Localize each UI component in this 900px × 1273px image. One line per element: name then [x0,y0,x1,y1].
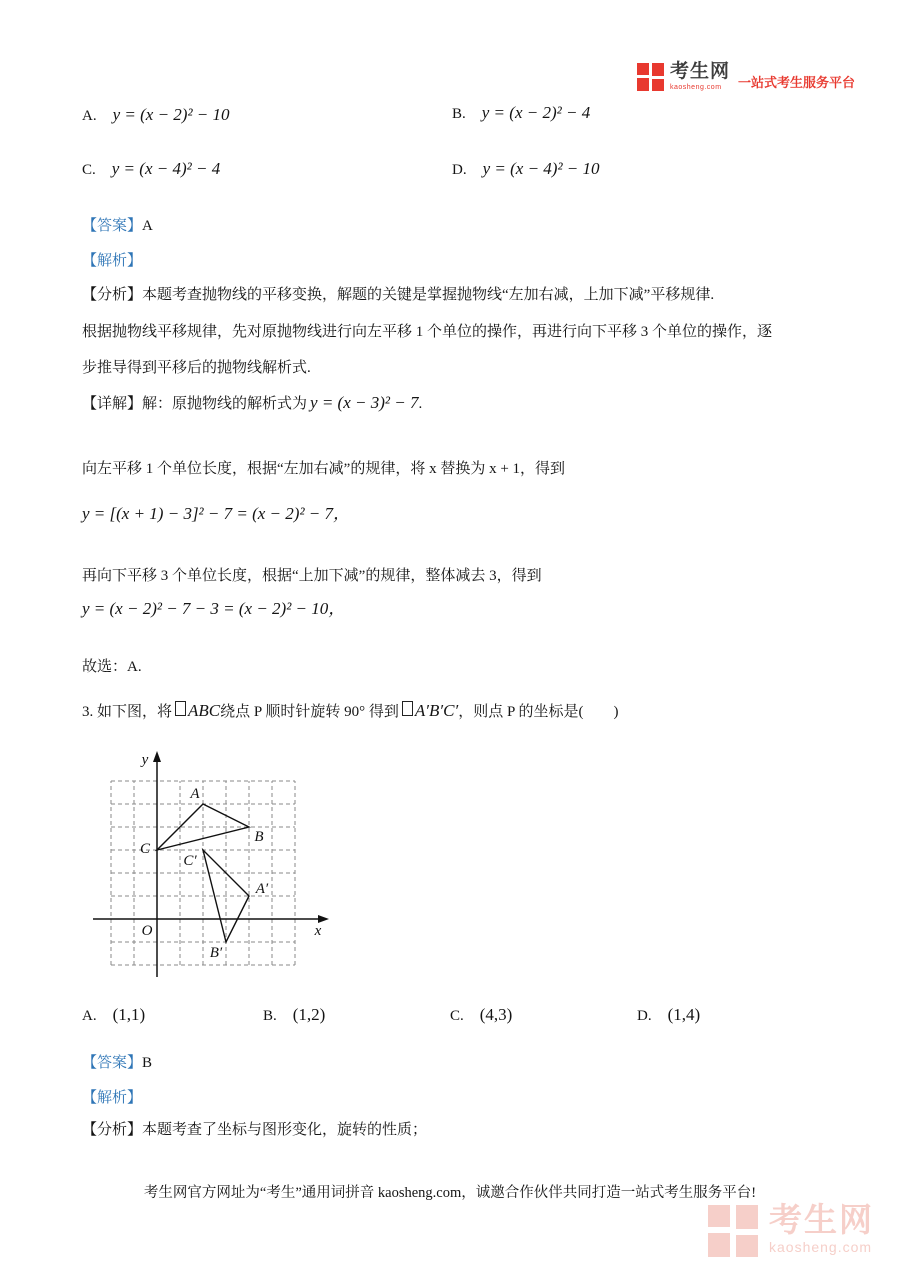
q3-stem [82,700,618,723]
option-value: (1,2) [292,1005,326,1024]
explain-marker: 【解析】 [82,253,143,269]
stem-text: ，则点 P 的坐标是( ) [458,704,619,720]
svg-text:B: B [254,829,264,845]
q2-formula2-line [82,598,345,620]
q2-option-d [452,158,600,181]
display-formula: y = [(x + 1) − 3]² − 7 = (x − 2)² − 7， [82,504,351,523]
answer-marker: 【答案】 [82,218,143,234]
q2-step1-line [82,458,565,480]
logo-tagline: 一站式考生服务平台 [738,75,856,90]
answer-value: A [142,218,153,234]
missing-glyph-box [402,701,413,716]
q2-detail-line [82,392,422,415]
kaosheng-watermark-icon [708,1203,760,1259]
stem-math: ABC [188,701,221,720]
stem-text: 绕点 P 顺时针旋转 90° 得到 [220,704,399,720]
logo-brand-text: 考生网 [670,61,731,82]
q2-analysis-line-3 [82,357,311,379]
step-text: 向左平移 1 个单位长度，根据“左加右减”的规律，将 x 替换为 x + 1，得到 [82,461,566,477]
analysis-marker: 【分析】 [82,1122,143,1138]
conclusion-text: 故选：A. [82,659,142,675]
answer-marker: 【答案】 [82,1055,143,1071]
watermark-brand-text: 考生网 [769,1201,874,1238]
option-label: C. [82,162,96,178]
detail-marker: 【详解】 [82,396,143,412]
footer-note: 考生网官方网址为“考生”通用词拼音 kaosheng.com，诚邀合作伙伴共同打造一站式考生服务平台! [143,1185,757,1201]
detail-suffix: . [418,396,423,412]
option-label: C. [450,1008,464,1024]
q3-analysis-line [82,1119,427,1141]
svg-text:x: x [314,923,322,939]
svg-text:C: C [139,841,151,857]
q2-step2-line [82,565,542,587]
answer-value: B [142,1055,153,1071]
option-formula: y = (x − 4)² − 4 [111,159,221,178]
analysis-text: 本题考查了坐标与图形变化，旋转的性质； [142,1122,428,1138]
option-value: (4,3) [479,1005,513,1024]
option-label: D. [637,1008,652,1024]
step-text: 再向下平移 3 个单位长度，根据“上加下减”的规律，整体减去 3，得到 [82,568,542,584]
q3-option-d [637,1004,700,1027]
q2-conclusion-line [82,656,142,678]
q2-option-c [82,158,220,181]
svg-text:A′: A′ [255,881,269,897]
coordinate-figure [85,742,341,994]
kaosheng-logo [637,62,855,92]
q3-explain-marker-line [82,1087,142,1109]
q3-option-c [450,1004,512,1027]
analysis-marker: 【分析】 [82,287,143,303]
q3-option-b [263,1004,325,1027]
option-label: B. [263,1008,277,1024]
logo-domain-text: kaosheng.com [670,84,722,91]
kaosheng-watermark [708,1203,874,1259]
q2-option-a [82,104,230,127]
option-label: A. [82,1008,97,1024]
option-formula: y = (x − 2)² − 10 [112,105,230,124]
q2-analysis-line-1 [82,284,714,306]
svg-text:B′: B′ [209,945,223,961]
q2-answer-line [82,215,153,237]
q2-formula1-line [82,503,350,525]
option-value: (1,1) [112,1005,146,1024]
q2-analysis-line-2 [82,321,772,343]
svg-text:O: O [141,923,153,939]
explain-marker: 【解析】 [82,1090,143,1106]
watermark-domain-text: kaosheng.com [769,1239,873,1255]
svg-text:A: A [190,786,200,802]
missing-glyph-box [175,701,186,716]
analysis-text: 本题考查抛物线的平移变换，解题的关键是掌握抛物线“左加右减，上加下减”平移规律. [142,287,715,303]
q2-option-b [452,102,590,125]
q3-option-a [82,1004,145,1027]
detail-formula: y = (x − 3)² − 7 [310,393,419,412]
option-label: A. [82,108,97,124]
option-value: (1,4) [667,1005,701,1024]
display-formula: y = (x − 2)² − 7 − 3 = (x − 2)² − 10， [82,599,346,618]
q3-answer-line [82,1052,152,1074]
analysis-text: 步推导得到平移后的抛物线解析式. [82,360,311,376]
option-label: B. [452,106,466,122]
option-formula: y = (x − 2)² − 4 [481,103,591,122]
option-formula: y = (x − 4)² − 10 [482,159,600,178]
detail-text: 解：原抛物线的解析式为 [142,396,308,412]
analysis-text: 根据抛物线平移规律，先对原抛物线进行向左平移 1 个单位的操作，再进行向下平移 3 个单位的操作，逐 [82,324,773,340]
kaosheng-logo-icon [637,62,665,92]
svg-text:y: y [141,752,149,768]
stem-math: A′B′C′ [414,701,459,720]
stem-text: 3. 如下图，将 [82,704,173,720]
svg-text:C′: C′ [183,853,197,869]
option-label: D. [452,162,467,178]
q2-explain-marker-line [82,250,142,272]
